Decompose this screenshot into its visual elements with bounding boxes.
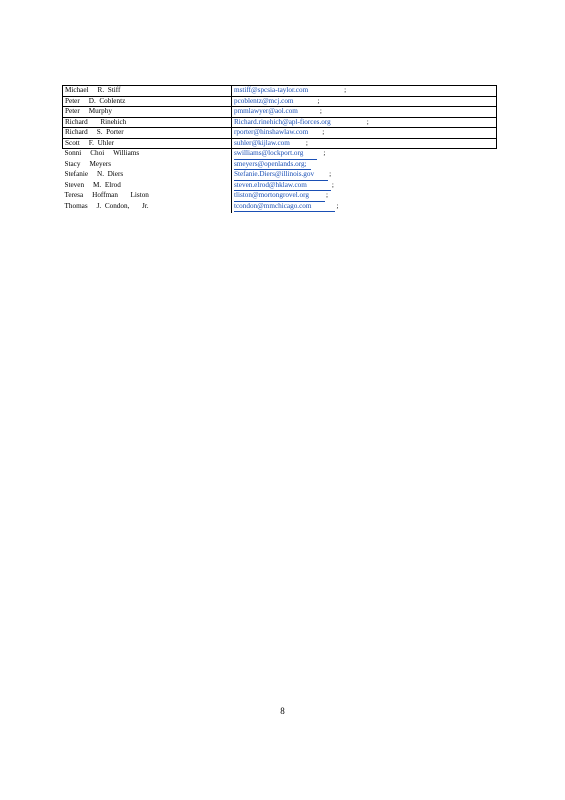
page-number: 8 (280, 706, 285, 716)
email-link[interactable]: pmmlawyer@aol.com (234, 107, 298, 115)
email-link[interactable]: tliston@mortongrovel.org (234, 191, 325, 202)
contact-name: Peter D. Coblentz (63, 96, 232, 107)
contact-name: Richard Rinehich (63, 117, 232, 128)
contact-name: Stacy Meyers (64, 159, 112, 168)
separator: ; (331, 180, 334, 189)
email-link[interactable]: mstiff@spcsia-taylor.com (234, 86, 309, 94)
contact-email-cell (232, 202, 497, 213)
table-row (63, 128, 497, 139)
contact-email-cell (232, 149, 497, 160)
table-row (63, 107, 497, 118)
contact-name: Stefanie N. Diers (64, 170, 124, 179)
table-row (63, 170, 497, 181)
contact-email-cell (232, 138, 497, 149)
contact-name: Steven M. Elrod (64, 180, 121, 189)
table-row (63, 138, 497, 149)
table-row (63, 86, 497, 97)
separator: ; (336, 201, 339, 210)
table-row (63, 117, 497, 128)
email-link[interactable]: pcoblentz@mcj.com (234, 96, 294, 105)
contact-name: Scott F. Uhler (63, 138, 232, 149)
contact-email-cell (232, 96, 497, 107)
table-row (63, 160, 497, 171)
contact-email-cell (232, 181, 497, 192)
separator: ; (366, 117, 369, 126)
separator: ; (323, 149, 326, 157)
email-link[interactable]: smeyers@openlands.org; (234, 160, 311, 171)
contact-email-cell (232, 107, 497, 118)
email-link[interactable]: steven.elrod@hklaw.com (234, 181, 331, 192)
separator: ; (319, 107, 322, 115)
separator: ; (344, 86, 347, 94)
contact-name: Michael R. Stiff (63, 86, 232, 97)
table-row (63, 149, 497, 160)
email-link[interactable]: suhler@kijlaw.com (234, 138, 290, 147)
table-row (63, 191, 497, 202)
email-link[interactable]: tcondon@mmchicago.com (234, 202, 335, 213)
contact-email-cell (232, 86, 497, 97)
contact-name: Teresa Hoffman Liston (64, 191, 149, 200)
contact-email-cell (232, 128, 497, 139)
contact-email-cell (232, 117, 497, 128)
email-link[interactable]: swilliams@lockport.org (234, 149, 317, 160)
contact-email-cell (232, 170, 497, 181)
separator: ; (329, 170, 332, 179)
separator: ; (325, 191, 328, 200)
service-list-table (62, 85, 497, 213)
table-row (63, 181, 497, 192)
separator: ; (322, 128, 325, 136)
email-link[interactable]: rporter@hinshawlaw.com (234, 128, 309, 136)
contact-email-cell (232, 191, 497, 202)
table-row (63, 96, 497, 107)
table-row (63, 202, 497, 213)
contact-name: Peter Murphy (63, 107, 232, 118)
email-link[interactable]: Richard.rinehich@apl-fiorces.org (234, 117, 331, 126)
separator: ; (317, 96, 320, 105)
contact-name: Sonni Choi Williams (64, 149, 140, 157)
separator: ; (305, 138, 308, 147)
email-link[interactable]: Stefanie.Diers@illinois.gov (234, 170, 328, 181)
contact-email-cell (232, 160, 497, 171)
contact-name: Thomas J. Condon, Jr. (64, 201, 149, 210)
contact-name: Richard S. Porter (63, 128, 232, 139)
